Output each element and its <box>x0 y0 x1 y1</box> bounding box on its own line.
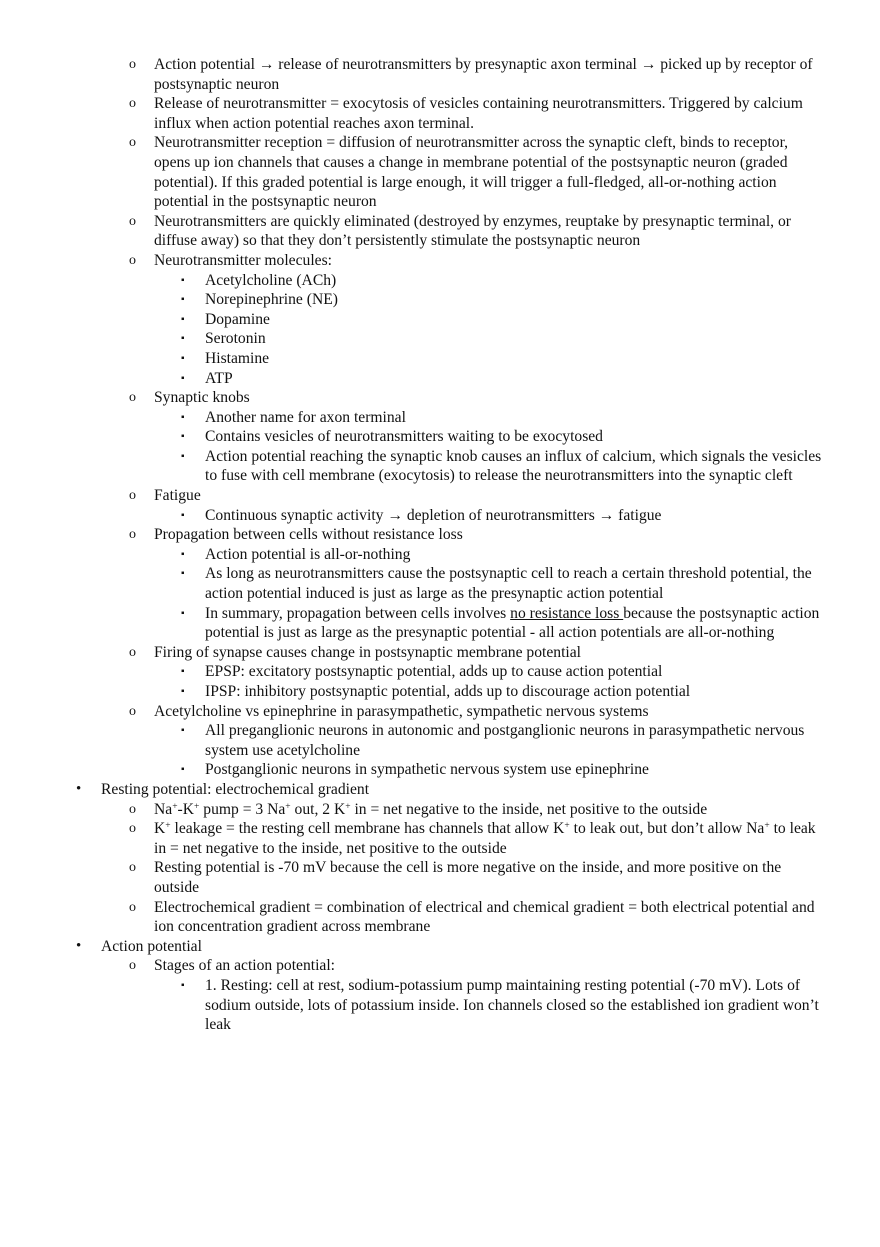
square-bullet-icon: ▪ <box>181 548 185 560</box>
circle-bullet-icon: o <box>129 135 136 151</box>
square-bullet-icon: ▪ <box>181 333 185 345</box>
circle-bullet-icon: o <box>129 801 136 817</box>
action-potential-heading: • Action potential <box>76 937 202 955</box>
circle-bullet-icon: o <box>129 821 136 837</box>
sub-list-item: ▪ 1. Resting: cell at rest, sodium-potassium pump maintaining resting potential (-70 mV). Lots of sodium outside, lots of potassium inside. Ion channels closed so the established ion gradient won’t leak <box>181 976 819 1034</box>
square-bullet-icon: ▪ <box>181 352 185 364</box>
sub-list-item: ▪ Dopamine <box>181 310 270 328</box>
fatigue-item: o Fatigue <box>129 487 201 505</box>
synaptic-knobs-item: o Synaptic knobs <box>129 389 250 407</box>
sub-list-item: ▪ Another name for axon terminal <box>181 408 406 426</box>
sub-list-item: ▪ As long as neurotransmitters cause the postsynaptic cell to reach a certain threshold potential, the action potential induced is just as large as the presynaptic action potential <box>181 565 812 603</box>
circle-bullet-icon: o <box>129 527 136 543</box>
list-item: o Neurotransmitter reception = diffusion of neurotransmitter across the synaptic cleft, binds to receptor, opens up ion channels that causes a change in membrane potential of the postsynaptic neuron (graded potential). If this graded potential is large enough, it will trigger a full-fledged, all-or-nothing action potential in the postsynaptic neuron <box>129 134 789 211</box>
square-bullet-icon: ▪ <box>181 666 185 678</box>
sub-list-item: ▪ Contains vesicles of neurotransmitters waiting to be exocytosed <box>181 428 603 446</box>
list-item: o Electrochemical gradient = combination of electrical and chemical gradient = both electrical potential and ion concentration gradient across membrane <box>129 898 815 936</box>
circle-bullet-icon: o <box>129 958 136 974</box>
neurotransmitter-molecules-item: o Neurotransmitter molecules: <box>129 251 332 269</box>
summary-item: ▪ In summary, propagation between cells involves no resistance loss because the postsynaptic action potential is just as large as the presynaptic potential - all action potentials are all-or-nothing <box>181 604 820 642</box>
square-bullet-icon: ▪ <box>181 294 185 306</box>
square-bullet-icon: ▪ <box>181 450 185 462</box>
list-item: o Action potential → release of neurotransmitters by presynaptic axon terminal → picked up by receptor of postsynaptic neuron <box>129 56 813 93</box>
circle-bullet-icon: o <box>129 644 136 660</box>
underlined-phrase: no resistance loss <box>510 604 624 622</box>
sub-list-item: ▪ Histamine <box>181 349 270 367</box>
round-bullet-icon: • <box>76 780 82 797</box>
square-bullet-icon: ▪ <box>181 372 185 384</box>
sub-list-item: ▪ Acetylcholine (ACh) <box>181 271 337 289</box>
sub-list-item: ▪ Action potential is all-or-nothing <box>181 545 411 563</box>
square-bullet-icon: ▪ <box>181 979 185 991</box>
circle-bullet-icon: o <box>129 57 136 72</box>
square-bullet-icon: ▪ <box>181 686 185 697</box>
circle-bullet-icon: o <box>129 96 136 112</box>
stages-item: o Stages of an action potential: <box>129 957 336 975</box>
circle-bullet-icon: o <box>129 390 136 406</box>
square-bullet-icon: ▪ <box>181 725 185 737</box>
sub-list-item: ▪ Postganglionic neurons in sympathetic nervous system use epinephrine <box>181 761 649 779</box>
resting-potential-heading: • Resting potential: electrochemical gradient <box>76 780 370 798</box>
k-leakage-item: o K+ leakage = the resting cell membrane has channels that allow K+ to leak out, but don’t allow Na+ to leak in = net negative to the inside, net positive to the outside <box>129 820 816 857</box>
sub-list-item: ▪ Action potential reaching the synaptic knob causes an influx of calcium, which signals the vesicles to fuse with cell membrane (exocytosis) to release the neurotransmitters into the synaptic cleft <box>181 447 822 485</box>
square-bullet-icon: ▪ <box>181 313 185 325</box>
square-bullet-icon: ▪ <box>181 764 185 776</box>
sub-list-item: ▪ Serotonin <box>181 330 266 348</box>
sub-list-item: ▪ ATP <box>181 369 233 387</box>
sub-list-item: ▪ IPSP: inhibitory postsynaptic potential, adds up to discourage action potential <box>181 683 691 700</box>
circle-bullet-icon: o <box>129 860 136 876</box>
propagation-item: o Propagation between cells without resistance loss <box>129 526 463 544</box>
list-item: o Neurotransmitters are quickly eliminated (destroyed by enzymes, reuptake by presynaptic terminal, or diffuse away) so that they don’t persistently stimulate the postsynaptic neuron <box>129 212 791 250</box>
list-item: o Release of neurotransmitter = exocytosis of vesicles containing neurotransmitters. Triggered by calcium influx when action potential reaches axon terminal. <box>129 95 803 132</box>
document-page <box>0 55 880 1035</box>
square-bullet-icon: ▪ <box>181 431 185 443</box>
synapse-firing-item: o Firing of synapse causes change in postsynaptic membrane potential <box>129 643 581 661</box>
circle-bullet-icon: o <box>129 703 136 719</box>
sub-list-item: ▪ Norepinephrine (NE) <box>181 291 338 309</box>
round-bullet-icon: • <box>76 937 82 954</box>
circle-bullet-icon: o <box>129 488 136 504</box>
sub-list-item: ▪ Continuous synaptic activity → depletion of neurotransmitters → fatigue <box>181 506 662 524</box>
ach-vs-epinephrine-item: o Acetylcholine vs epinephrine in parasympathetic, sympathetic nervous systems <box>129 702 649 720</box>
square-bullet-icon: ▪ <box>181 274 185 286</box>
square-bullet-icon: ▪ <box>181 568 185 580</box>
circle-bullet-icon: o <box>129 213 136 229</box>
square-bullet-icon: ▪ <box>181 509 185 521</box>
square-bullet-icon: ▪ <box>181 607 185 619</box>
circle-bullet-icon: o <box>129 252 136 268</box>
sub-list-item: ▪ All preganglionic neurons in autonomic and postganglionic neurons in parasympathetic nervous system use acetylcholine <box>181 722 805 759</box>
list-item: o Resting potential is -70 mV because the cell is more negative on the inside, and more positive on the outside <box>129 859 782 896</box>
na-k-pump-item: o Na+-K+ pump = 3 Na+ out, 2 K+ in = net negative to the inside, net positive to the outside <box>129 800 708 818</box>
synapse-notes-list <box>0 55 880 1035</box>
sub-list-item: ▪ EPSP: excitatory postsynaptic potential, adds up to cause action potential <box>181 663 663 681</box>
square-bullet-icon: ▪ <box>181 411 185 423</box>
circle-bullet-icon: o <box>129 899 136 915</box>
